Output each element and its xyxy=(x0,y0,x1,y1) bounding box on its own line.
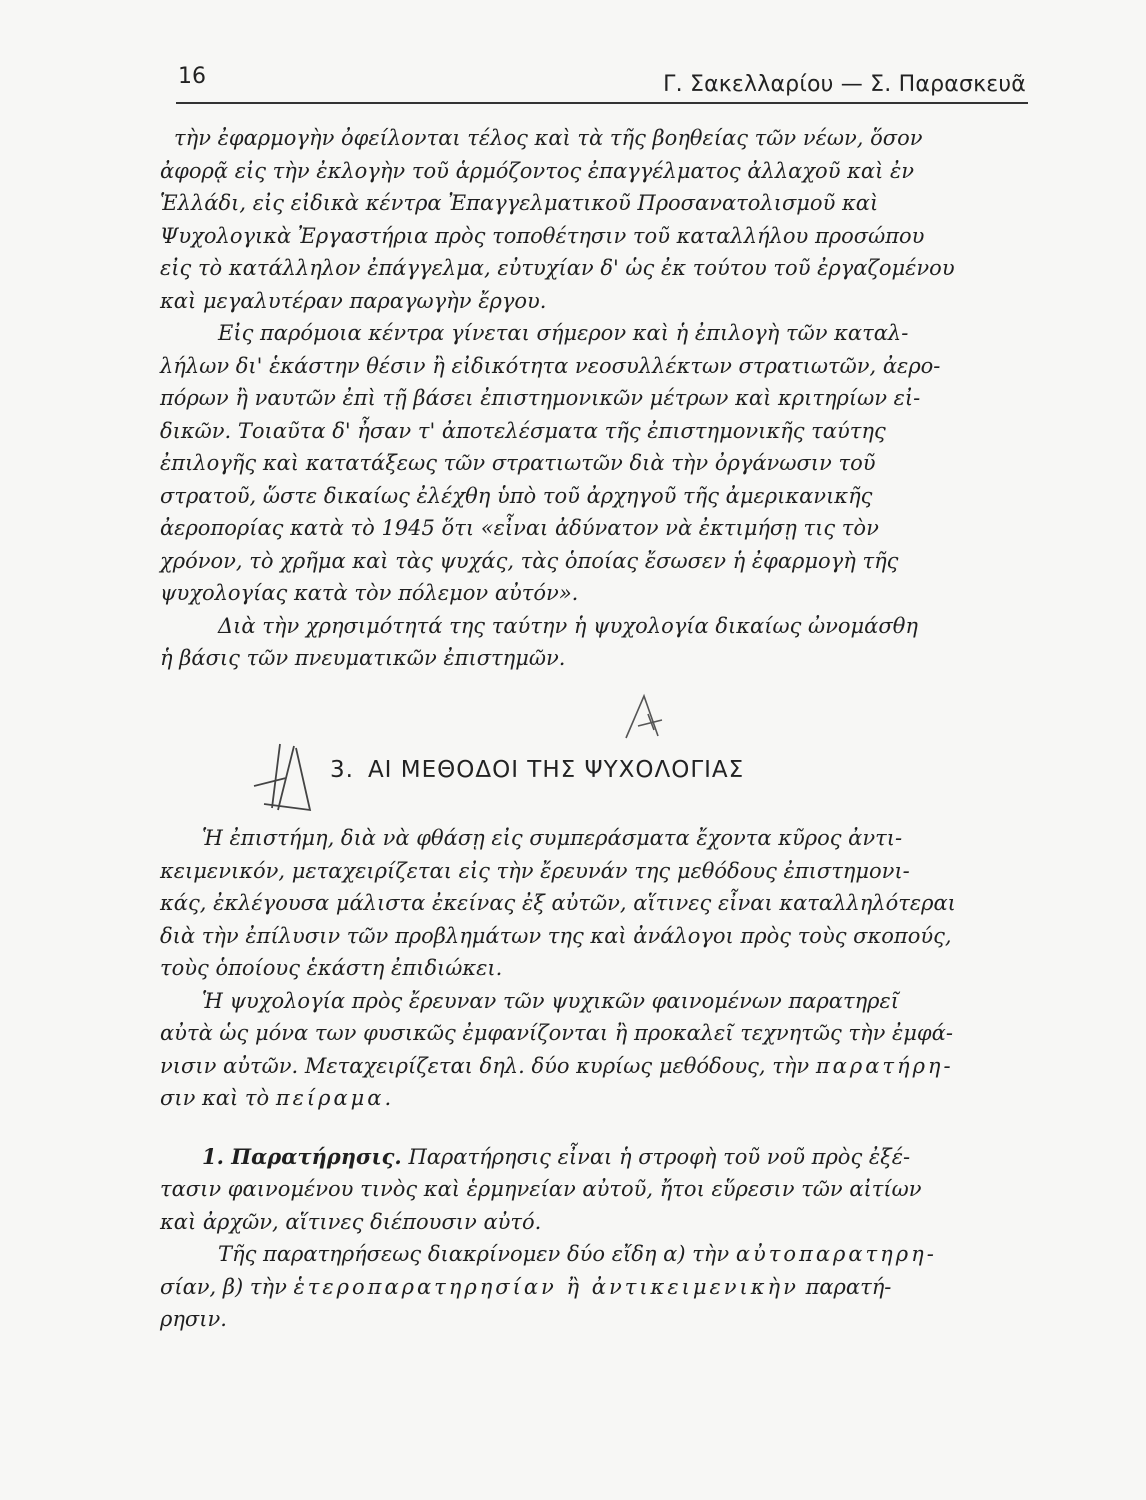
text-line: τασιν φαινομένου τινὸς καὶ ἑρμηνείαν αὐτοῦ, ἤτοι εὕρεσιν τῶν αἰτίων xyxy=(160,1177,922,1201)
text-segment: σίαν, β) τὴν xyxy=(160,1274,287,1299)
text-line xyxy=(160,1271,1024,1304)
text-line: στρατοῦ, ὥστε δικαίως ἐλέχθη ὑπὸ τοῦ ἀρχηγοῦ τῆς ἀμερικανικῆς xyxy=(160,483,873,508)
section-number: 3. xyxy=(330,757,354,783)
text-line: κειμενικόν, μεταχειρίζεται εἰς τὴν ἔρευνάν της μεθόδους ἐπιστημονι- xyxy=(160,858,910,883)
paragraph xyxy=(160,1238,1024,1336)
text-line: Ἡ ψυχολογία πρὸς ἔρευναν τῶν ψυχικῶν φαινομένων παρατηρεῖ xyxy=(202,988,900,1013)
text-segment: παρατή- xyxy=(805,1274,892,1299)
emphasized-term: πείραμα xyxy=(275,1086,385,1110)
text-line: κάς, ἐκλέγουσα μάλιστα ἐκείνας ἐξ αὐτῶν, αἵτινες εἶναι καταλληλότεραι xyxy=(160,891,956,915)
emphasized-term: παρατήρη- xyxy=(815,1053,954,1078)
section-title: ΑΙ ΜΕΘΟΔΟΙ ΤΗΣ ΨΥΧΟΛΟΓΙΑΣ xyxy=(367,757,745,783)
text-line: καὶ ἀρχῶν, αἵτινες διέπουσιν αὐτό. xyxy=(160,1209,542,1234)
page-number: 16 xyxy=(178,64,206,89)
handwritten-mark xyxy=(618,690,688,750)
text-line: ἡ βάσις τῶν πνευματικῶν ἐπιστημῶν. xyxy=(160,646,566,670)
subsection-label: 1. Παρατήρησις. xyxy=(202,1143,402,1169)
text-line: διὰ τὴν ἐπίλυσιν τῶν προβλημάτων της καὶ ἀνάλογοι πρὸς τοὺς σκοπούς, xyxy=(160,923,952,948)
text-line xyxy=(160,1141,1024,1174)
text-line: τοὺς ὁποίους ἑκάστη ἐπιδιώκει. xyxy=(160,956,503,980)
text-segment: Παρατήρησις εἶναι ἡ στροφὴ τοῦ νοῦ πρὸς ἐξέ- xyxy=(408,1144,911,1169)
page-header xyxy=(176,62,1028,104)
paragraph xyxy=(160,610,1024,675)
text-line: Διὰ τὴν χρησιμότητά της ταύτην ἡ ψυχολογία δικαίως ὠνομάσθη xyxy=(218,613,918,638)
text-line: καὶ μεγαλυτέραν παραγωγὴν ἔργου. xyxy=(160,288,547,313)
text-line: Εἰς παρόμοια κέντρα γίνεται σήμερον καὶ ἡ ἐπιλογὴ τῶν καταλ- xyxy=(218,321,909,345)
body-text-upper xyxy=(160,122,1024,675)
text-line: Ψυχολογικὰ Ἐργαστήρια πρὸς τοποθέτησιν τοῦ καταλλήλου προσώπου xyxy=(160,223,925,248)
paragraph xyxy=(160,985,1024,1115)
text-line: αὐτὰ ὡς μόνα των φυσικῶς ἐμφανίζονται ἢ προκαλεῖ τεχνητῶς τὴν ἐμφά- xyxy=(160,1021,953,1045)
running-head: Γ. Σακελλαρίου — Σ. Παρασκευᾶ xyxy=(663,72,1026,97)
text-line: δικῶν. Τοιαῦτα δ' ἦσαν τ' ἀποτελέσματα τῆς ἐπιστημονικῆς ταύτης xyxy=(160,418,886,443)
emphasized-term: ἑτεροπαρατηρησίαν ἢ ἀντικειμενικὴν xyxy=(293,1274,799,1299)
text-line: Ἡ ἐπιστήμη, διὰ νὰ φθάσῃ εἰς συμπεράσματα ἔχοντα κῦρος ἀντι- xyxy=(202,826,903,850)
text-line: λήλων δι' ἑκάστην θέσιν ἢ εἰδικότητα νεοσυλλέκτων στρατιωτῶν, ἀερο- xyxy=(160,353,941,378)
spacer xyxy=(160,1115,1024,1141)
text-line: ψυχολογίας κατὰ τὸν πόλεμον αὐτόν». xyxy=(160,581,579,605)
body-text-lower xyxy=(160,822,1024,1336)
paragraph xyxy=(160,822,1024,985)
paragraph xyxy=(160,122,1024,317)
text-line xyxy=(160,1238,1024,1271)
text-segment: σιν καὶ τὸ xyxy=(160,1086,270,1110)
text-line xyxy=(160,1050,1024,1083)
text-line: ρησιν. xyxy=(160,1307,227,1331)
section-heading xyxy=(330,757,758,783)
text-segment: Τῆς παρατηρήσεως διακρίνομεν δύο εἴδη α) τὴν xyxy=(218,1242,730,1266)
text-segment: . xyxy=(384,1086,392,1110)
paragraph xyxy=(160,1141,1024,1239)
emphasized-term: αὐτοπαρατηρη- xyxy=(735,1242,937,1266)
text-segment: νισιν αὐτῶν. Μεταχειρίζεται δηλ. δύο κυρίως μεθόδους, τὴν xyxy=(160,1053,810,1078)
text-line: χρόνον, τὸ χρῆμα καὶ τὰς ψυχάς, τὰς ὁποίας ἔσωσεν ἡ ἐφαρμογὴ τῆς xyxy=(160,548,899,573)
text-line: πόρων ἢ ναυτῶν ἐπὶ τῇ βάσει ἐπιστημονικῶν μέτρων καὶ κριτηρίων εἰ- xyxy=(160,386,921,410)
text-line: ἀφορᾷ εἰς τὴν ἐκλογὴν τοῦ ἁρμόζοντος ἐπαγγέλματος ἀλλαχοῦ καὶ ἐν xyxy=(160,158,915,183)
text-line: εἰς τὸ κατάλληλον ἐπάγγελμα, εὐτυχίαν δ' ὡς ἐκ τούτου τοῦ ἐργαζομένου xyxy=(160,256,955,280)
text-line xyxy=(160,1082,1024,1115)
text-line: ἐπιλογῆς καὶ κατατάξεως τῶν στρατιωτῶν διὰ τὴν ὀργάνωσιν τοῦ xyxy=(160,451,876,475)
text-line: ἀεροπορίας κατὰ τὸ 1945 ὅτι «εἶναι ἀδύνατον νὰ ἐκτιμήσῃ τις τὸν xyxy=(160,516,879,540)
pencil-scribble-mark xyxy=(250,738,330,818)
text-line: Ἑλλάδι, εἰς εἰδικὰ κέντρα Ἐπαγγελματικοῦ Προσανατολισμοῦ καὶ xyxy=(160,191,879,215)
text-line: τὴν ἐφαρμογὴν ὀφείλονται τέλος καὶ τὰ τῆς βοηθείας τῶν νέων, ὅσον xyxy=(174,126,923,150)
paragraph xyxy=(160,317,1024,610)
